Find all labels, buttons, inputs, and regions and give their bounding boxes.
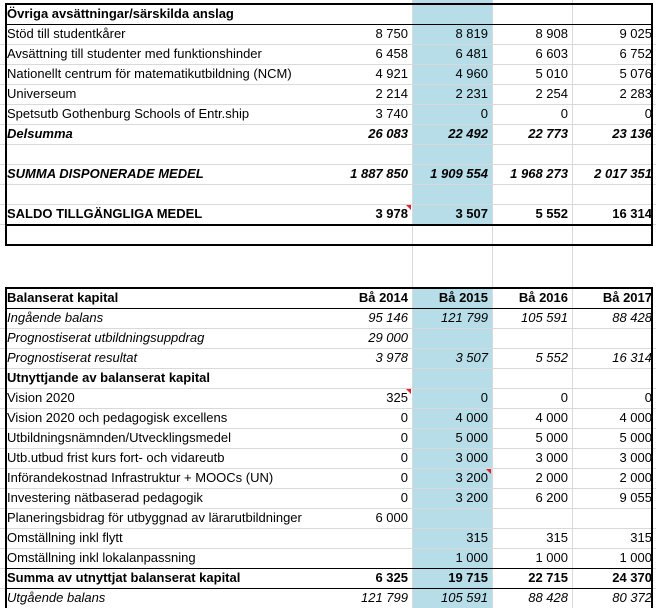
cell-value[interactable]: 22 492 xyxy=(448,126,488,141)
cell-value[interactable]: 0 xyxy=(400,470,408,485)
table-row[interactable] xyxy=(0,308,656,328)
cell-value[interactable]: 9 025 xyxy=(619,26,652,41)
cell-value[interactable]: 2 254 xyxy=(535,86,568,101)
row-label: Spetsutb Gothenburg Schools of Entr.ship xyxy=(7,106,250,121)
cell-value[interactable]: 3 507 xyxy=(455,350,488,365)
cell-value[interactable]: 4 000 xyxy=(619,410,652,425)
cell-value[interactable]: 3 200 xyxy=(455,490,488,505)
cell-value[interactable]: 1 887 850 xyxy=(350,166,408,181)
cell-value[interactable]: 3 000 xyxy=(619,450,652,465)
table-row[interactable] xyxy=(0,528,656,548)
column-header[interactable]: Bå 2017 xyxy=(602,290,652,305)
cell-value[interactable]: 0 xyxy=(560,390,568,405)
cell-value[interactable]: 4 960 xyxy=(455,66,488,81)
cell-value[interactable]: 26 083 xyxy=(368,126,408,141)
row-label: Prognostiserat resultat xyxy=(7,350,138,365)
cell-value[interactable]: 29 000 xyxy=(368,330,408,345)
cell-value[interactable]: 5 010 xyxy=(535,66,568,81)
cell-value[interactable]: 5 000 xyxy=(535,430,568,445)
border-top-s2 xyxy=(5,287,652,289)
cell-value[interactable]: 1 000 xyxy=(619,550,652,565)
table-row[interactable] xyxy=(0,488,656,508)
comment-marker[interactable] xyxy=(486,469,491,474)
column-header[interactable]: Bå 2015 xyxy=(438,290,488,305)
row-label: Nationellt centrum för matematikutbildning (NCM) xyxy=(7,66,292,81)
border-above-summa-s2 xyxy=(5,568,652,569)
cell-value[interactable] xyxy=(492,328,568,348)
cell-value[interactable]: 6 603 xyxy=(535,46,568,61)
cell-value[interactable] xyxy=(572,328,652,348)
table-row[interactable] xyxy=(0,588,656,608)
cell-value[interactable]: 0 xyxy=(400,490,408,505)
cell-value[interactable]: 3 978 xyxy=(375,350,408,365)
row-label: SALDO TILLGÄNGLIGA MEDEL xyxy=(7,206,203,221)
cell-value[interactable]: 0 xyxy=(560,106,568,121)
cell-value[interactable]: 5 000 xyxy=(455,430,488,445)
border-left-s2 xyxy=(5,287,7,608)
cell-value[interactable]: 24 370 xyxy=(612,570,652,585)
row-label: Planeringsbidrag för utbyggnad av lärarutbildninger xyxy=(7,510,302,525)
row-label: Omställning inkl lokalanpassning xyxy=(7,550,196,565)
row-label: Utgående balans xyxy=(7,590,106,605)
border-right-s2 xyxy=(651,287,653,608)
cell-value[interactable]: 3 000 xyxy=(535,450,568,465)
gridline-h xyxy=(0,184,656,185)
cell-value[interactable]: 3 978 xyxy=(375,206,408,221)
table-row[interactable] xyxy=(0,164,656,184)
cell-value[interactable]: 121 799 xyxy=(361,590,408,605)
row-label: Prognostiserat utbildningsuppdrag xyxy=(7,330,205,345)
cell-value[interactable] xyxy=(332,548,408,568)
table-row[interactable] xyxy=(0,548,656,568)
cell-value[interactable] xyxy=(572,368,652,388)
row-label: Omställning inkl flytt xyxy=(7,530,123,545)
row-label: Utb.utbud frist kurs fort- och vidareutb xyxy=(7,450,225,465)
cell-value[interactable]: 0 xyxy=(480,106,488,121)
cell-value[interactable]: 5 552 xyxy=(535,350,568,365)
cell-value[interactable]: 8 908 xyxy=(535,26,568,41)
table-row[interactable] xyxy=(0,388,656,408)
table-row[interactable] xyxy=(0,368,656,388)
table-row[interactable] xyxy=(0,104,656,124)
row-label: Vision 2020 och pedagogisk excellens xyxy=(7,410,228,425)
column-header[interactable]: Bå 2016 xyxy=(518,290,568,305)
cell-value[interactable]: 8 750 xyxy=(375,26,408,41)
cell-value[interactable]: 0 xyxy=(400,430,408,445)
cell-value[interactable]: 88 428 xyxy=(528,590,568,605)
cell-value[interactable]: 105 591 xyxy=(521,310,568,325)
row-label: Universeum xyxy=(7,86,77,101)
cell-value[interactable]: 16 314 xyxy=(612,350,652,365)
border-top-s1 xyxy=(5,3,652,5)
cell-value[interactable] xyxy=(412,328,488,348)
cell-value[interactable]: 23 136 xyxy=(612,126,652,141)
table-row[interactable] xyxy=(0,348,656,368)
border-below-summa-s2 xyxy=(5,588,652,589)
row-label: Stöd till studentkårer xyxy=(7,26,126,41)
cell-value[interactable]: 4 000 xyxy=(535,410,568,425)
cell-value[interactable]: 2 231 xyxy=(455,86,488,101)
border-under-title-s1 xyxy=(5,24,652,25)
cell-value[interactable]: 0 xyxy=(644,106,652,121)
cell-value[interactable]: 0 xyxy=(400,450,408,465)
row-label: Vision 2020 xyxy=(7,390,75,405)
table-row[interactable] xyxy=(0,408,656,428)
table-row[interactable] xyxy=(0,468,656,488)
cell-value[interactable]: 19 715 xyxy=(448,570,488,585)
table-row[interactable] xyxy=(0,24,656,44)
cell-value[interactable]: 6 325 xyxy=(375,570,408,585)
cell-value[interactable]: 121 799 xyxy=(441,310,488,325)
cell-value[interactable]: 325 xyxy=(386,390,408,405)
cell-value[interactable]: 6 000 xyxy=(375,510,408,525)
border-right-s1 xyxy=(651,3,653,246)
table-row[interactable] xyxy=(0,448,656,468)
border-mid-s1 xyxy=(5,224,652,226)
table-row[interactable] xyxy=(0,44,656,64)
cell-value[interactable]: 1 000 xyxy=(535,550,568,565)
cell-value[interactable]: 2 017 351 xyxy=(594,166,652,181)
table-row[interactable] xyxy=(0,124,656,144)
cell-value[interactable]: 80 372 xyxy=(612,590,652,605)
cell-value[interactable]: 315 xyxy=(546,530,568,545)
cell-value[interactable]: 3 200 xyxy=(455,470,488,485)
cell-value[interactable]: 1 909 554 xyxy=(430,166,488,181)
border-under-header-s2 xyxy=(5,308,652,309)
table-row[interactable] xyxy=(0,64,656,84)
table-row[interactable] xyxy=(0,568,656,588)
cell-value[interactable]: 5 000 xyxy=(619,430,652,445)
cell-value[interactable] xyxy=(492,368,568,388)
cell-value[interactable]: 6 481 xyxy=(455,46,488,61)
table-header-row[interactable] xyxy=(0,288,656,308)
row-label: Utbildningsnämnden/Utvecklingsmedel xyxy=(7,430,232,445)
column-header[interactable]: Bå 2014 xyxy=(358,290,408,305)
cell-value[interactable]: 22 715 xyxy=(528,570,568,585)
table-row[interactable] xyxy=(0,84,656,104)
cell-value[interactable]: 8 819 xyxy=(455,26,488,41)
table-row[interactable] xyxy=(0,204,656,224)
row-label: Ingående balans xyxy=(7,310,104,325)
comment-marker[interactable] xyxy=(406,389,411,394)
cell-value[interactable]: 315 xyxy=(466,530,488,545)
comment-marker[interactable] xyxy=(406,205,411,210)
cell-value[interactable]: 3 507 xyxy=(455,206,488,221)
cell-value[interactable] xyxy=(572,508,652,528)
cell-value[interactable]: 9 055 xyxy=(619,490,652,505)
row-label: Summa av utnyttjat balanserat kapital xyxy=(7,570,241,585)
cell-value[interactable] xyxy=(332,528,408,548)
table-row[interactable] xyxy=(0,328,656,348)
cell-value[interactable]: 6 200 xyxy=(535,490,568,505)
cell-value[interactable]: 2 214 xyxy=(375,86,408,101)
row-label: Införandekostnad Infrastruktur + MOOCs (UN) xyxy=(7,470,274,485)
cell-value[interactable]: 4 921 xyxy=(375,66,408,81)
cell-value[interactable]: 5 552 xyxy=(535,206,568,221)
table-row[interactable] xyxy=(0,428,656,448)
row-label: Utnyttjande av balanserat kapital xyxy=(7,370,211,385)
cell-value[interactable]: 315 xyxy=(630,530,652,545)
cell-value[interactable]: 4 000 xyxy=(455,410,488,425)
cell-value[interactable] xyxy=(412,368,488,388)
cell-value[interactable]: 105 591 xyxy=(441,590,488,605)
border-bottom-s1 xyxy=(5,244,652,246)
cell-value[interactable]: 1 968 273 xyxy=(510,166,568,181)
cell-value[interactable]: 88 428 xyxy=(612,310,652,325)
cell-value[interactable]: 22 773 xyxy=(528,126,568,141)
cell-value[interactable]: 0 xyxy=(480,390,488,405)
cell-value[interactable]: 2 000 xyxy=(535,470,568,485)
row-label: Investering nätbaserad pedagogik xyxy=(7,490,203,505)
row-label: Avsättning till studenter med funktionshinder xyxy=(7,46,262,61)
row-label: SUMMA DISPONERADE MEDEL xyxy=(7,166,204,181)
cell-value[interactable]: 3 740 xyxy=(375,106,408,121)
border-left-s1 xyxy=(5,3,7,246)
cell-value[interactable] xyxy=(332,368,408,388)
cell-value[interactable]: 2 000 xyxy=(619,470,652,485)
cell-value[interactable]: 5 076 xyxy=(619,66,652,81)
cell-value[interactable]: 2 283 xyxy=(619,86,652,101)
row-label: Balanserat kapital xyxy=(7,290,119,305)
cell-value[interactable]: 6 458 xyxy=(375,46,408,61)
cell-value[interactable]: 95 146 xyxy=(368,310,408,325)
gridline-h xyxy=(0,144,656,145)
table-row[interactable] xyxy=(0,508,656,528)
cell-value[interactable]: 0 xyxy=(400,410,408,425)
section1-title-row[interactable] xyxy=(0,4,656,24)
section1-title: Övriga avsättningar/särskilda anslag xyxy=(7,6,234,21)
cell-value[interactable] xyxy=(492,508,568,528)
cell-value[interactable]: 16 314 xyxy=(612,206,652,221)
cell-value[interactable]: 6 752 xyxy=(619,46,652,61)
cell-value[interactable] xyxy=(412,508,488,528)
cell-value[interactable]: 3 000 xyxy=(455,450,488,465)
cell-value[interactable]: 1 000 xyxy=(455,550,488,565)
cell-value[interactable]: 0 xyxy=(644,390,652,405)
row-label: Delsumma xyxy=(7,126,73,141)
